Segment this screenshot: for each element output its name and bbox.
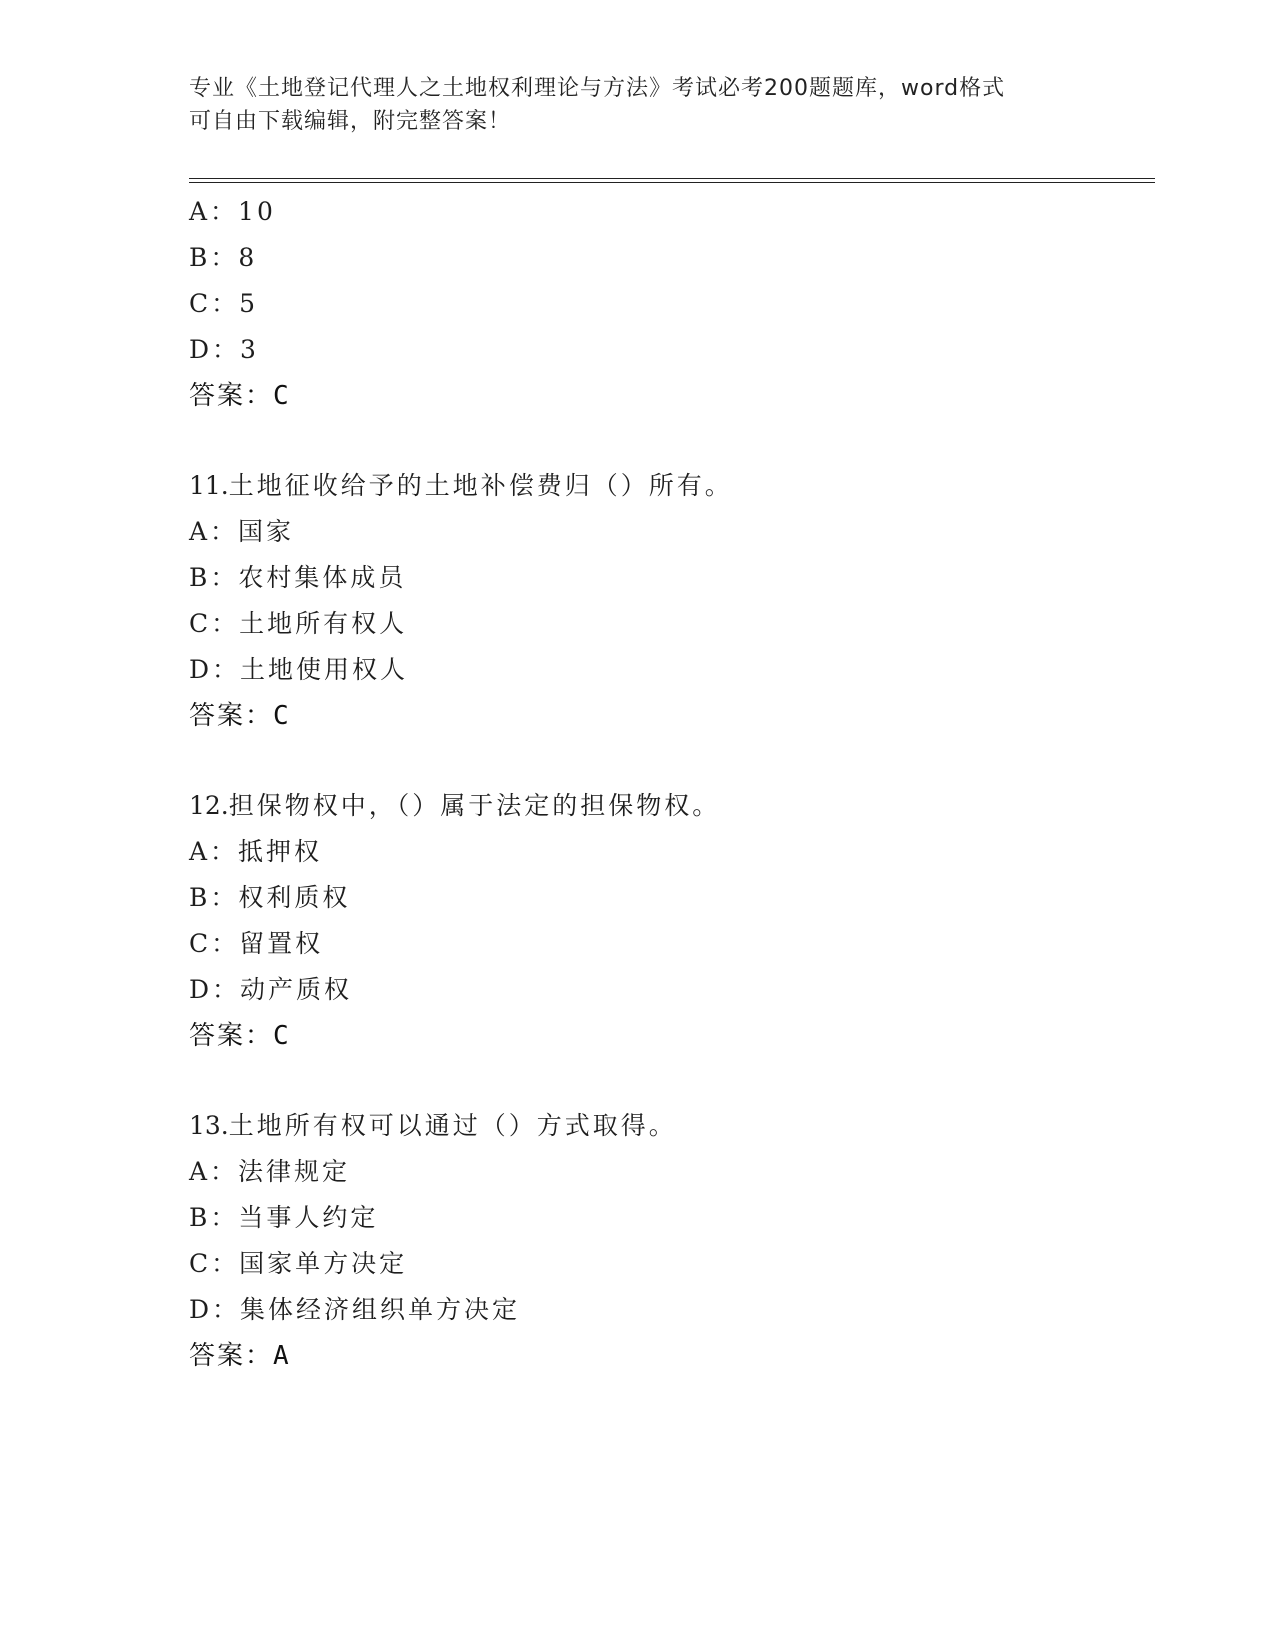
option-b: B：农村集体成员: [189, 563, 407, 592]
spacer: [189, 739, 1155, 783]
option-a: A：抵押权: [189, 837, 323, 866]
option-c: C：土地所有权人: [189, 609, 408, 638]
option-b: B：权利质权: [189, 883, 351, 912]
question-stem: [189, 463, 1155, 509]
answer-line: [189, 693, 1155, 739]
question-stem: [189, 1103, 1155, 1149]
question-block-13: [189, 1103, 1155, 1379]
answer-line: [189, 1013, 1155, 1059]
question-block-11: [189, 463, 1155, 739]
question-number: 13.: [189, 1111, 229, 1140]
answer-label: 答案：: [189, 1341, 274, 1371]
option-d: D：土地使用权人: [189, 655, 409, 684]
option-c: C：5: [189, 289, 259, 318]
option-d: D：动产质权: [189, 975, 353, 1004]
question-list: [189, 189, 1155, 1379]
answer-label: 答案：: [189, 381, 274, 411]
option-d: D：集体经济组织单方决定: [189, 1295, 521, 1324]
option-c: C：国家单方决定: [189, 1249, 408, 1278]
question-text: 担保物权中，（）属于法定的担保物权。: [228, 791, 721, 820]
question-block-12: [189, 783, 1155, 1059]
option-a: A：国家: [189, 517, 295, 546]
header-divider-top: [189, 178, 1155, 179]
option-b: B：当事人约定: [189, 1203, 379, 1232]
option-c: C：留置权: [189, 929, 324, 958]
answer-label: 答案：: [189, 1021, 274, 1051]
option-a: A：法律规定: [189, 1157, 351, 1186]
answer-value: C: [273, 381, 289, 411]
header-title-line-2: 可自由下载编辑，附完整答案！: [189, 109, 512, 134]
answer-line: [189, 373, 1155, 419]
option-a: A：10: [189, 197, 276, 226]
header-divider-bottom: [189, 182, 1155, 183]
question-number: 12.: [189, 791, 229, 820]
spacer: [189, 1059, 1155, 1103]
question-text: 土地所有权可以通过（）方式取得。: [228, 1111, 677, 1140]
option-b: B：8: [189, 243, 258, 272]
answer-value: C: [273, 1021, 289, 1051]
answer-value: C: [273, 701, 289, 731]
spacer: [189, 419, 1155, 463]
question-stem: [189, 783, 1155, 829]
question-number: 11.: [189, 471, 229, 500]
header-title-line-1: 专业《土地登记代理人之土地权利理论与方法》考试必考200题题库，word格式: [189, 76, 1006, 101]
answer-line: [189, 1333, 1155, 1379]
question-text: 土地征收给予的土地补偿费归（）所有。: [228, 471, 733, 500]
answer-label: 答案：: [189, 701, 274, 731]
question-block-10: [189, 189, 1155, 419]
answer-value: A: [273, 1341, 289, 1371]
document-header: [189, 72, 1089, 138]
option-d: D：3: [189, 335, 259, 364]
